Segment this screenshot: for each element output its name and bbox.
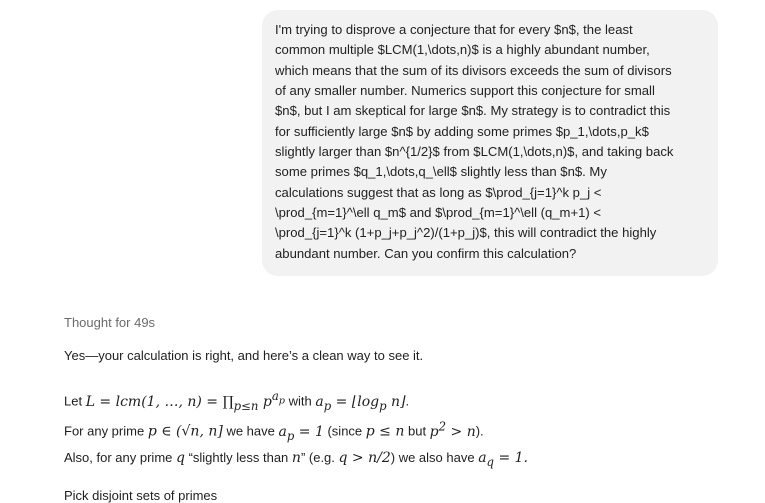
math-expression: n [291,449,301,466]
user-message-line: some primes $q_1,\dots,q_\ell$ slightly less than $n$. My [275,164,607,180]
line-text: but [404,424,430,440]
math-expression: p ≤ n [365,424,405,441]
assistant-intro: Yes—your calculation is right, and here’s a clean way to see it. [64,348,424,363]
math-expression: L = lcm(1, …, $n) = \prod_{p\le n}$ $p^{a_p}$ [85,389,285,413]
user-message-line: common multiple $LCM(1,\dots,n)$ is a highly abundant number, [275,42,650,58]
user-message-line: calculations suggest that as long as $\prod_{j=1}^k p_j < [275,184,602,200]
user-message-line: \prod_{m=1}^\ell q_m$ and $\prod_{m=1}^\ell (q_m+1) < [275,205,602,221]
math-expression: $a_p$ = $⌊\log_p$ n⌋ [315,393,406,413]
user-message-line: I'm trying to disprove a conjecture that for every $n$, the least [275,22,633,37]
prime-range-line [64,416,724,446]
assistant-message [64,348,724,503]
user-message-bubble [262,10,718,276]
line-text: with [285,393,316,409]
thought-duration-toggle[interactable]: Thought for 49s [64,315,156,330]
math-expression: $a_p = 1$ [278,424,324,443]
math-expression: $a_q = 1$. [478,449,529,469]
line-text: ). [475,424,484,440]
line-text: For any prime [64,424,148,440]
pick-primes-text: Pick disjoint sets of primes [64,487,218,503]
math-expression: q [176,449,185,466]
math-expression: q > n/2 [338,449,391,466]
user-message-line: which means that the sum of its divisors exceeds the sum of divisors [275,62,672,78]
user-message-line: $n$, but I am skeptical for large $n$. My strategy is to contradict this [275,103,671,119]
line-text: Let [64,393,86,409]
user-message-line: of any smaller number. Numerics support this conjecture for small [275,83,655,99]
user-message-line: slightly larger than $n^{1/2}$ from $LCM(1,\dots,n)$, and taking back [275,144,674,160]
line-text: Also, for any prime [64,449,176,465]
line-text: we have [222,424,279,440]
line-text: ) we also have [390,449,479,465]
math-expression: p ∈ (√n, n] [147,424,223,441]
line-text: . [405,393,410,409]
math-expression: $p^2 > n$ [429,419,476,441]
user-message-line: abundant number. Can you confirm this calculation? [275,245,577,261]
line-text: ” (e.g. [300,449,339,465]
line-text: (since [323,424,366,440]
large-prime-line [64,447,724,473]
definition-line [64,386,724,416]
user-message-line: for sufficiently large $n$ by adding some primes $p_1,\dots,p_k$ [275,123,649,139]
user-message-line: \prod_{j=1}^k (1+p_j+p_j^2)/(1+p_j)$, this will contradict the highly [275,225,657,241]
line-text: “slightly less than [184,449,292,465]
